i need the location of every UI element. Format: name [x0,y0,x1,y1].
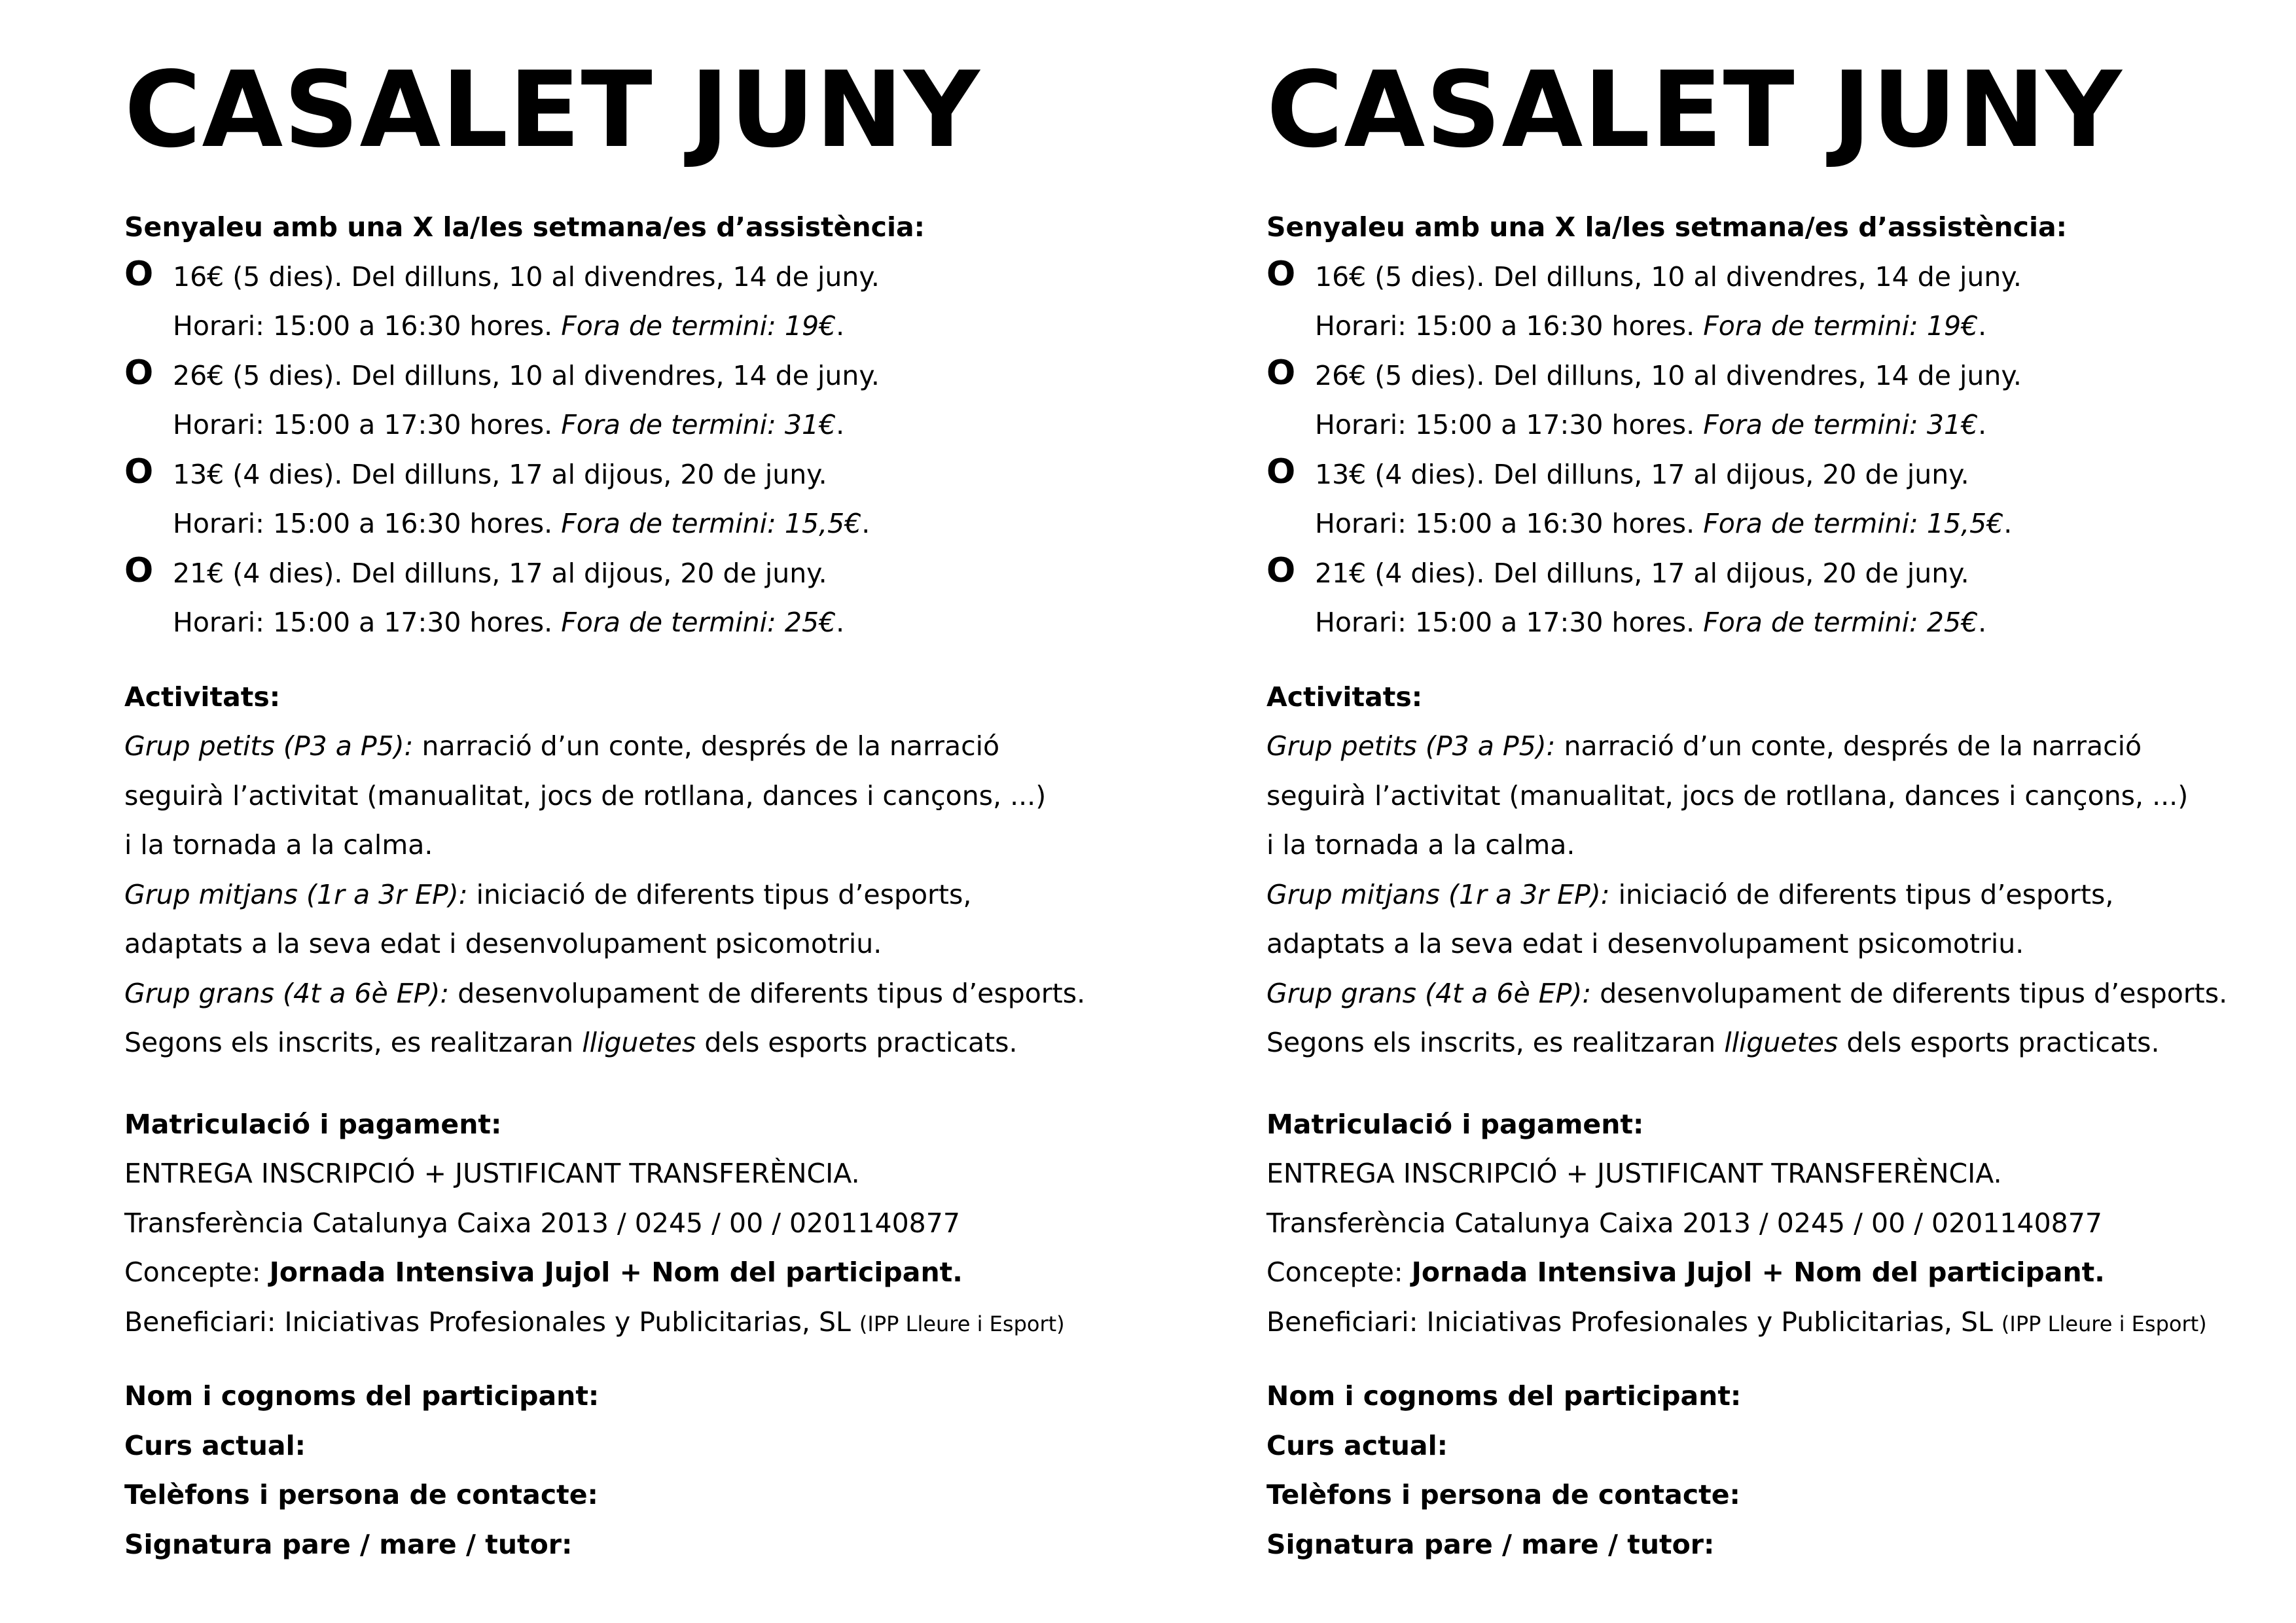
form-name-label: Nom i cognoms del participant: [1266,1380,1742,1412]
activities-petits-text-3: i la tornada a la calma. [1266,829,1575,861]
payment-heading: Matriculació i pagament: [1266,1108,1644,1140]
week-option-end: . [2003,508,2013,539]
activities-mitjans-label: Grup mitjans (1r a 3r EP): [124,878,468,910]
payment-concept-value: Jornada Intensiva Jujol + Nom del participant. [269,1257,963,1288]
checkbox-circle-icon[interactable]: O [1266,353,1296,393]
week-option-schedule-line [1266,401,2296,450]
form-contact-label: Telèfons i persona de contacte: [124,1479,598,1510]
week-option-end: . [836,607,845,638]
week-option [1266,450,2296,549]
week-option-line [124,253,1198,302]
week-option-description: 26€ (5 dies). Del dilluns, 10 al divendres, 14 de juny. [1315,359,2022,391]
checkbox-circle-icon[interactable]: O [124,254,154,294]
activities-leagues-after: dels esports practicats. [1846,1027,2160,1058]
week-option-schedule-line [1266,302,2296,351]
week-option-description: 21€ (4 dies). Del dilluns, 17 al dijous, 20 de juny. [173,557,827,589]
week-option [1266,253,2296,351]
payment-delivery: ENTREGA INSCRIPCIÓ + JUSTIFICANT TRANSFERÈNCIA. [124,1158,860,1189]
payment-beneficiary-line [124,1298,1198,1347]
spacer [124,1347,1198,1372]
week-option [1266,351,2296,450]
week-option-description: 21€ (4 dies). Del dilluns, 17 al dijous, 20 de juny. [1315,557,1969,589]
week-option-description: 16€ (5 dies). Del dilluns, 10 al divendres, 14 de juny. [173,260,880,293]
flyer-body [124,203,1198,1569]
week-option-late-fee: Fora de termini: 15,5€ [1703,508,2004,539]
checkbox-circle-icon[interactable]: O [1266,550,1296,590]
week-option-late-fee: Fora de termini: 19€ [1703,310,1979,342]
activities-mitjans-text: iniciació de diferents tipus d’esports, [476,878,972,910]
payment-delivery: ENTREGA INSCRIPCIÓ + JUSTIFICANT TRANSFERÈNCIA. [1266,1158,2002,1189]
activities-grans-label: Grup grans (4t a 6è EP): [1266,977,1592,1009]
week-option-late-fee: Fora de termini: 15,5€ [561,508,862,539]
week-option-schedule: Horari: 15:00 a 16:30 hores. [173,310,553,342]
flyer-body [1266,203,2296,1569]
week-option [124,549,1198,648]
checkbox-circle-icon[interactable]: O [1266,452,1296,491]
week-option-line [124,450,1198,500]
week-option-late-fee: Fora de termini: 25€ [561,607,836,638]
week-option [1266,549,2296,648]
week-option-line [1266,549,2296,599]
activities-petits-text-2: seguirà l’activitat (manualitat, jocs de rotllana, dances i cançons, ...) [124,779,1047,812]
checkbox-circle-icon[interactable]: O [124,550,154,590]
payment-transfer: Transferència Catalunya Caixa 2013 / 0245 / 00 / 0201140877 [1266,1207,2102,1239]
activities-leagues-before: Segons els inscrits, es realitzaran [124,1027,574,1058]
week-option-schedule-line [124,302,1198,351]
week-option-schedule: Horari: 15:00 a 16:30 hores. [1315,508,1695,539]
week-option-line [1266,253,2296,302]
week-option-end: . [861,508,870,539]
activities-petits-line [1266,722,2296,772]
week-option-description: 13€ (4 dies). Del dilluns, 17 al dijous, 20 de juny. [173,458,827,490]
week-option-schedule-line [124,401,1198,450]
activities-grans-line [1266,969,2296,1019]
activities-heading: Activitats: [124,681,281,713]
activities-leagues-word: lliguetes [1724,1027,1839,1058]
activities-grans-label: Grup grans (4t a 6è EP): [124,977,450,1009]
week-option-line [124,549,1198,599]
activities-heading: Activitats: [1266,681,1423,713]
activities-petits-text-3: i la tornada a la calma. [124,829,433,861]
activities-grans-text: desenvolupament de diferents tipus d’esports. [457,977,1086,1009]
week-option-schedule: Horari: 15:00 a 17:30 hores. [173,409,553,440]
checkbox-circle-icon[interactable]: O [1266,254,1296,294]
week-option-schedule-line [1266,499,2296,549]
payment-beneficiary-note: (IPP Lleure i Esport) [859,1311,1065,1336]
spacer [1266,1347,2296,1372]
payment-heading: Matriculació i pagament: [124,1108,502,1140]
week-option-description: 16€ (5 dies). Del dilluns, 10 al divendres, 14 de juny. [1315,260,2022,293]
week-option-schedule: Horari: 15:00 a 16:30 hores. [173,508,553,539]
week-option-end: . [836,310,845,342]
activities-mitjans-label: Grup mitjans (1r a 3r EP): [1266,878,1610,910]
week-option-schedule-line [124,499,1198,549]
form-contact-label: Telèfons i persona de contacte: [1266,1479,1740,1510]
flyer-title: CASALET JUNY [124,48,980,171]
form-signature-label: Signatura pare / mare / tutor: [1266,1528,1715,1560]
activities-petits-line [124,722,1198,772]
week-option-late-fee: Fora de termini: 25€ [1703,607,1979,638]
week-option-schedule-line [1266,598,2296,648]
week-option-line [1266,450,2296,500]
form-course-label: Curs actual: [124,1429,306,1461]
week-option [124,351,1198,450]
week-option-line [1266,351,2296,401]
payment-concept-value: Jornada Intensiva Jujol + Nom del participant. [1411,1257,2105,1288]
activities-leagues-line [124,1018,1198,1068]
checkbox-circle-icon[interactable]: O [124,452,154,491]
week-option-line [124,351,1198,401]
week-option-description: 26€ (5 dies). Del dilluns, 10 al divendres, 14 de juny. [173,359,880,391]
flyer-right [1266,0,2296,1623]
week-option-description: 13€ (4 dies). Del dilluns, 17 al dijous, 20 de juny. [1315,458,1969,490]
spacer [1266,648,2296,673]
activities-mitjans-text-2: adaptats a la seva edat i desenvolupament psicomotriu. [124,928,882,959]
payment-concept-label: Concepte: [124,1257,261,1288]
activities-mitjans-text: iniciació de diferents tipus d’esports, [1618,878,2114,910]
activities-mitjans-line [1266,870,2296,920]
activities-leagues-after: dels esports practicats. [704,1027,1018,1058]
form-course-label: Curs actual: [1266,1429,1448,1461]
week-option-end: . [836,409,845,440]
week-option-schedule: Horari: 15:00 a 17:30 hores. [173,607,553,638]
payment-transfer: Transferència Catalunya Caixa 2013 / 0245 / 00 / 0201140877 [124,1207,960,1239]
weeks-heading: Senyaleu amb una X la/les setmana/es d’assistència: [124,211,925,243]
activities-grans-text: desenvolupament de diferents tipus d’esports. [1600,977,2228,1009]
flyer-title: CASALET JUNY [1266,48,2123,171]
payment-beneficiary: Beneficiari: Iniciativas Profesionales y Publicitarias, SL [1266,1306,1993,1338]
week-option-late-fee: Fora de termini: 19€ [561,310,836,342]
week-option [124,253,1198,351]
activities-mitjans-text-2: adaptats a la seva edat i desenvolupament psicomotriu. [1266,928,2024,959]
week-option-schedule: Horari: 15:00 a 17:30 hores. [1315,607,1695,638]
activities-petits-text: narració d’un conte, després de la narració [422,730,1000,762]
activities-petits-text-2: seguirà l’activitat (manualitat, jocs de rotllana, dances i cançons, ...) [1266,779,2189,812]
activities-petits-label: Grup petits (P3 a P5): [124,730,414,762]
spacer [124,648,1198,673]
checkbox-circle-icon[interactable]: O [124,353,154,393]
week-option-schedule-line [124,598,1198,648]
week-option-schedule: Horari: 15:00 a 17:30 hores. [1315,409,1695,440]
activities-petits-label: Grup petits (P3 a P5): [1266,730,1556,762]
payment-concept-label: Concepte: [1266,1257,1403,1288]
activities-petits-text: narració d’un conte, després de la narració [1564,730,2142,762]
payment-beneficiary: Beneficiari: Iniciativas Profesionales y Publicitarias, SL [124,1306,851,1338]
payment-concept-line [124,1248,1198,1298]
week-option-late-fee: Fora de termini: 31€ [1703,409,1979,440]
activities-leagues-line [1266,1018,2296,1068]
week-option-schedule: Horari: 15:00 a 16:30 hores. [1315,310,1695,342]
payment-beneficiary-note: (IPP Lleure i Esport) [2001,1311,2207,1336]
week-option-end: . [1978,607,1987,638]
spacer [124,1068,1198,1100]
form-signature-label: Signatura pare / mare / tutor: [124,1528,573,1560]
activities-mitjans-line [124,870,1198,920]
week-option [124,450,1198,549]
week-option-late-fee: Fora de termini: 31€ [561,409,836,440]
form-name-label: Nom i cognoms del participant: [124,1380,600,1412]
flyer-left [124,0,1198,1623]
spacer [1266,1068,2296,1100]
activities-leagues-word: lliguetes [582,1027,696,1058]
week-option-end: . [1978,409,1987,440]
activities-leagues-before: Segons els inscrits, es realitzaran [1266,1027,1716,1058]
weeks-heading: Senyaleu amb una X la/les setmana/es d’assistència: [1266,211,2068,243]
week-option-end: . [1978,310,1987,342]
activities-grans-line [124,969,1198,1019]
payment-concept-line [1266,1248,2296,1298]
payment-beneficiary-line [1266,1298,2296,1347]
